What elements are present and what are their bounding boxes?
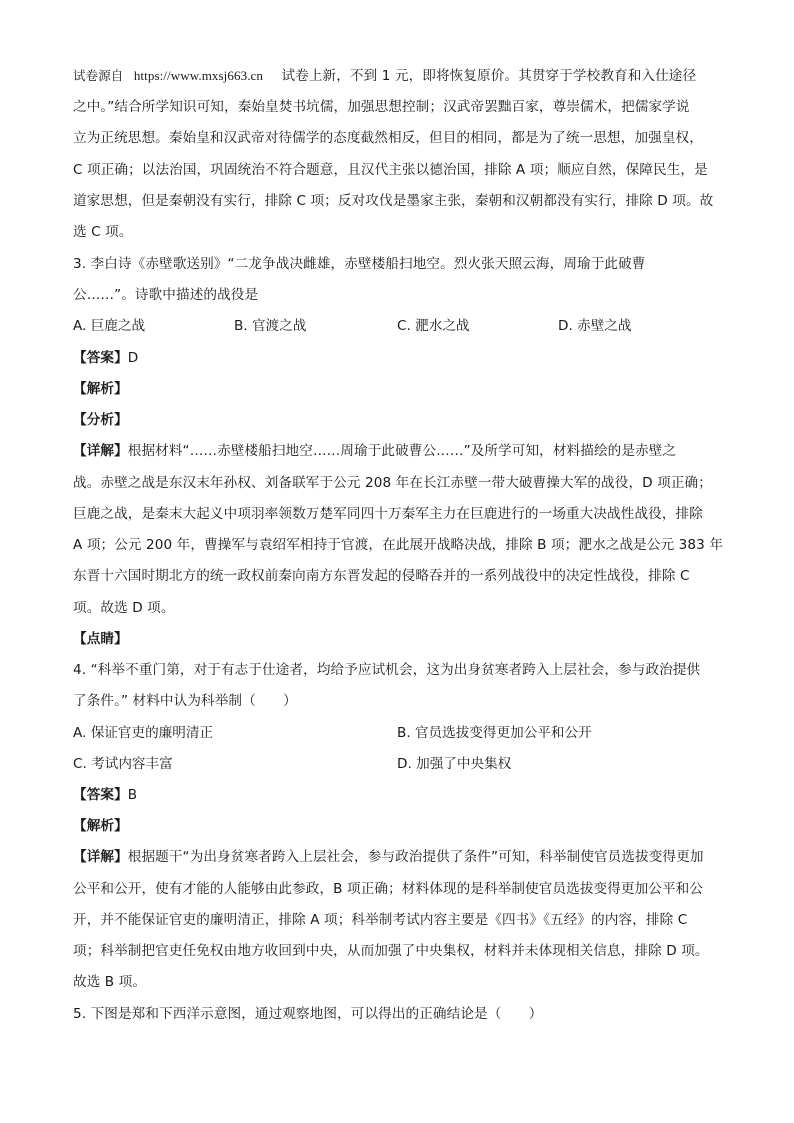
q4-option-b[interactable]: B. 官员选拔变得更加公平和公开 (397, 725, 592, 741)
q2-line-1: 之中。”结合所学知识可知，秦始皇焚书坑儒，加强思想控制；汉武帝罢黜百家，尊崇儒术，把儒家学说 (73, 99, 690, 115)
header-source-label: 试卷源自 (73, 68, 124, 83)
q3-detail-label: 【详解】 (73, 443, 128, 459)
q4-option-d[interactable]: D. 加强了中央集权 (397, 756, 512, 772)
q3-analysis-label: 【解析】 (73, 381, 128, 397)
q3-detail-0 (73, 441, 723, 461)
q4-answer (73, 785, 723, 805)
q3-stem-0: 3. 李白诗《赤壁歌送别》“二龙争战决雌雄，赤壁楼船扫地空。烈火张天照云海，周瑜于此破曹 (73, 256, 646, 272)
q4-detail-1: 公平和公开，使有才能的人能够由此参政，B 项正确；材料体现的是科举制使官员选拔变得更加公平和公 (73, 881, 704, 897)
q3-detail-2: 巨鹿之战，是秦末大起义中项羽率领数万楚军同四十万秦军主力在巨鹿进行的一场重大决战性战役，排除 (73, 506, 703, 522)
q4-option-c[interactable]: C. 考试内容丰富 (73, 756, 173, 772)
q3-fenxi-label: 【分析】 (73, 412, 128, 428)
q3-option-c[interactable]: C. 淝水之战 (397, 318, 470, 334)
q4-answer-label: 【答案】 (73, 787, 128, 803)
q4-detail-4: 故选 B 项。 (73, 974, 147, 990)
q3-option-a[interactable]: A. 巨鹿之战 (73, 318, 146, 334)
q2-line-3: C 项正确；以法治国，巩固统治不符合题意，且汉代主张以德治国，排除 A 项；顺应自然，保障民生，是 (73, 162, 708, 178)
q4-detail-0 (73, 847, 723, 867)
q4-detail-2: 开，并不能保证官吏的廉明清正，排除 A 项；科举制考试内容主要是《四书》《五经》的内容，排除 C (73, 912, 688, 928)
q4-analysis-label: 【解析】 (73, 818, 128, 834)
q3-detail-4: 东晋十六国时期北方的统一政权前秦向南方东晋发起的侵略吞并的一系列战役中的决定性战役，排除 C (73, 568, 690, 584)
q5-stem: 5. 下图是郑和下西洋示意图，通过观察地图，可以得出的正确结论是（ ） (73, 1006, 543, 1022)
q4-answer-value: B (127, 787, 138, 803)
q3-detail-3: A 项；公元 200 年，曹操军与袁绍军相持于官渡，在此展开战略决战，排除 B 项；淝水之战是公元 383 年 (73, 537, 724, 553)
q3-stem-1: 公……”。诗歌中描述的战役是 (73, 287, 259, 303)
q3-detail-text-0: 根据材料“……赤壁楼船扫地空……周瑜于此破曹公……”及所学可知，材料描绘的是赤壁之 (127, 443, 677, 459)
header-url-link[interactable]: https://www.mxsj663.cn (133, 68, 264, 83)
q3-answer-label: 【答案】 (73, 350, 128, 366)
q4-stem-0: 4. “科举不重门第，对于有志于仕途者，均给予应试机会，这为出身贫寒者跨入上层社会，参与政治提供 (73, 662, 701, 678)
q3-detail-1: 战。赤壁之战是东汉末年孙权、刘备联军于公元 208 年在长江赤壁一带大破曹操大军的战役，D 项正确； (73, 475, 712, 491)
q2-line-4: 道家思想，但是秦朝没有实行，排除 C 项；反对攻伐是墨家主张，秦朝和汉朝都没有实行，排除 D 项。故 (73, 193, 714, 209)
q3-option-b[interactable]: B. 官渡之战 (234, 318, 307, 334)
q4-detail-text-0: 根据题干“为出身贫寒者跨入上层社会，参与政治提供了条件”可知，科举制使官员选拔变得更加 (127, 849, 704, 865)
q2-line-2: 立为正统思想。秦始皇和汉武帝对待儒学的态度截然相反，但目的相同，都是为了统一思想，加强皇权， (73, 130, 703, 146)
q3-dianjing-label: 【点睛】 (73, 631, 128, 647)
q3-answer-value: D (127, 350, 139, 366)
header-promo: 试卷上新，不到 1 元，即将恢复原价。 (281, 68, 519, 84)
q2-line-5: 选 C 项。 (73, 224, 133, 240)
header-line (73, 66, 723, 86)
q4-detail-label: 【详解】 (73, 849, 128, 865)
q3-detail-5: 项。故选 D 项。 (73, 600, 175, 616)
q4-detail-3: 项；科举制把官吏任免权由地方收回到中央，从而加强了中央集权，材料并未体现相关信息，排除 D 项。 (73, 943, 709, 959)
q4-option-a[interactable]: A. 保证官吏的廉明清正 (73, 725, 214, 741)
q4-stem-1: 了条件。” 材料中认为科举制（ ） (73, 693, 297, 709)
q2-line-0: 其贯穿于学校教育和入仕途径 (518, 68, 697, 84)
q3-option-d[interactable]: D. 赤壁之战 (558, 318, 632, 334)
q3-answer (73, 348, 723, 368)
